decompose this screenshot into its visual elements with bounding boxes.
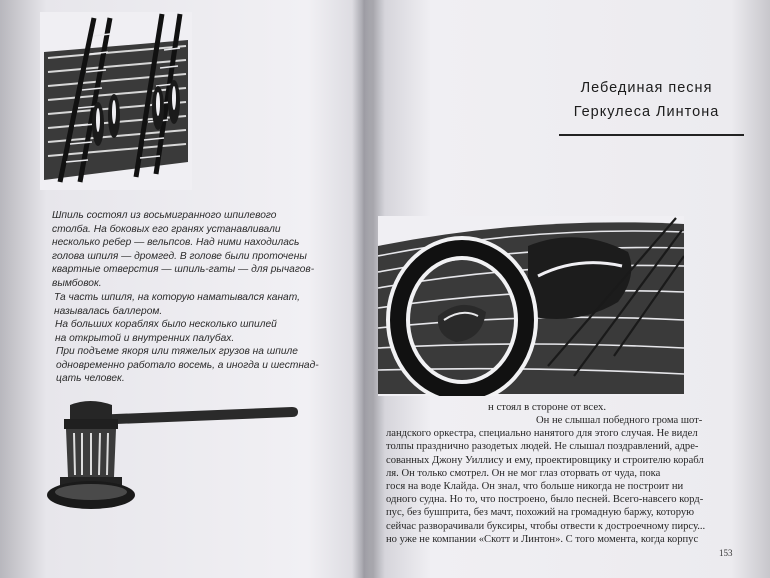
text-line: вымбовок. — [52, 277, 102, 289]
paragraph-1 — [52, 209, 314, 291]
opening-line: н стоял в стороне от всех. — [488, 401, 607, 413]
text-line: сованных Джону Уиллису и ему, проектировщику и строителю корабл — [386, 454, 704, 466]
left-page — [0, 0, 352, 578]
chapter-title-line-1: Лебединая песня — [580, 80, 713, 96]
text-line: на открытой и внутренних палубах. — [55, 332, 235, 344]
text-line: толпы празднично разодетых людей. Не слышал поздравлений, адре- — [386, 441, 699, 453]
text-line: квартные отверстия — шпиль-гаты — для рычагов- — [52, 264, 315, 276]
text-line: На больших кораблях было несколько шпилей — [55, 319, 277, 330]
text-line: Шпиль состоял из восьмигранного шпилевого — [52, 210, 277, 221]
text-line: сейчас разворачивали буксиры, чтобы отвести к достроечному пирсу... — [386, 520, 706, 532]
chapter-title-line-2: Геркулеса Линтона — [573, 104, 720, 120]
page-number: 153 — [719, 548, 733, 558]
text-line: одного судна. Но то, что построено, было песней. Всего-навсего корд- — [386, 494, 704, 506]
text-line: несколько ребер — вельпсов. Над ними находилась — [52, 237, 300, 249]
book-gutter — [352, 0, 374, 578]
text-line: Он не слышал победного грома шот- — [536, 415, 703, 426]
right-page — [374, 0, 770, 578]
text-line: цать человек. — [56, 373, 125, 385]
text-line: голова шпиля — дромгед. В голове были проточены — [52, 250, 307, 262]
capstan-illustration — [30, 395, 300, 520]
text-line: но уже не компании «Скотт и Линтон». С того момента, когда корпус — [386, 533, 699, 545]
drop-cap-o-illustration — [378, 216, 684, 396]
text-line: При подъеме якоря или тяжелых грузов на шпиле — [56, 346, 298, 357]
paragraph-4 — [56, 345, 318, 386]
text-line: ля. Он только смотрел. Он не мог глаз оторвать от чуда, пока — [386, 467, 661, 479]
text-line: одновременно работало восемь, а иногда и шестнад- — [56, 359, 319, 371]
paragraph-3 — [55, 318, 315, 345]
text-line: Та часть шпиля, на которую наматывался канат, — [54, 292, 300, 303]
text-line: гося на воде Клайда. Он знал, что больше никогда не построит ни — [386, 481, 684, 493]
text-line: столба. На боковых его гранях устанавливали — [52, 223, 281, 235]
paragraph-2 — [54, 291, 314, 318]
body-paragraph — [386, 414, 736, 546]
text-line: ландского оркестра, специально нанятого для этого случая. Не видел — [386, 428, 698, 440]
text-line: называлась баллером. — [54, 305, 163, 317]
ship-rigging-illustration — [40, 12, 192, 190]
text-line: пус, без бушприта, без мачт, похожий на громадную баржу, которую — [386, 507, 695, 519]
title-underline — [559, 134, 744, 136]
